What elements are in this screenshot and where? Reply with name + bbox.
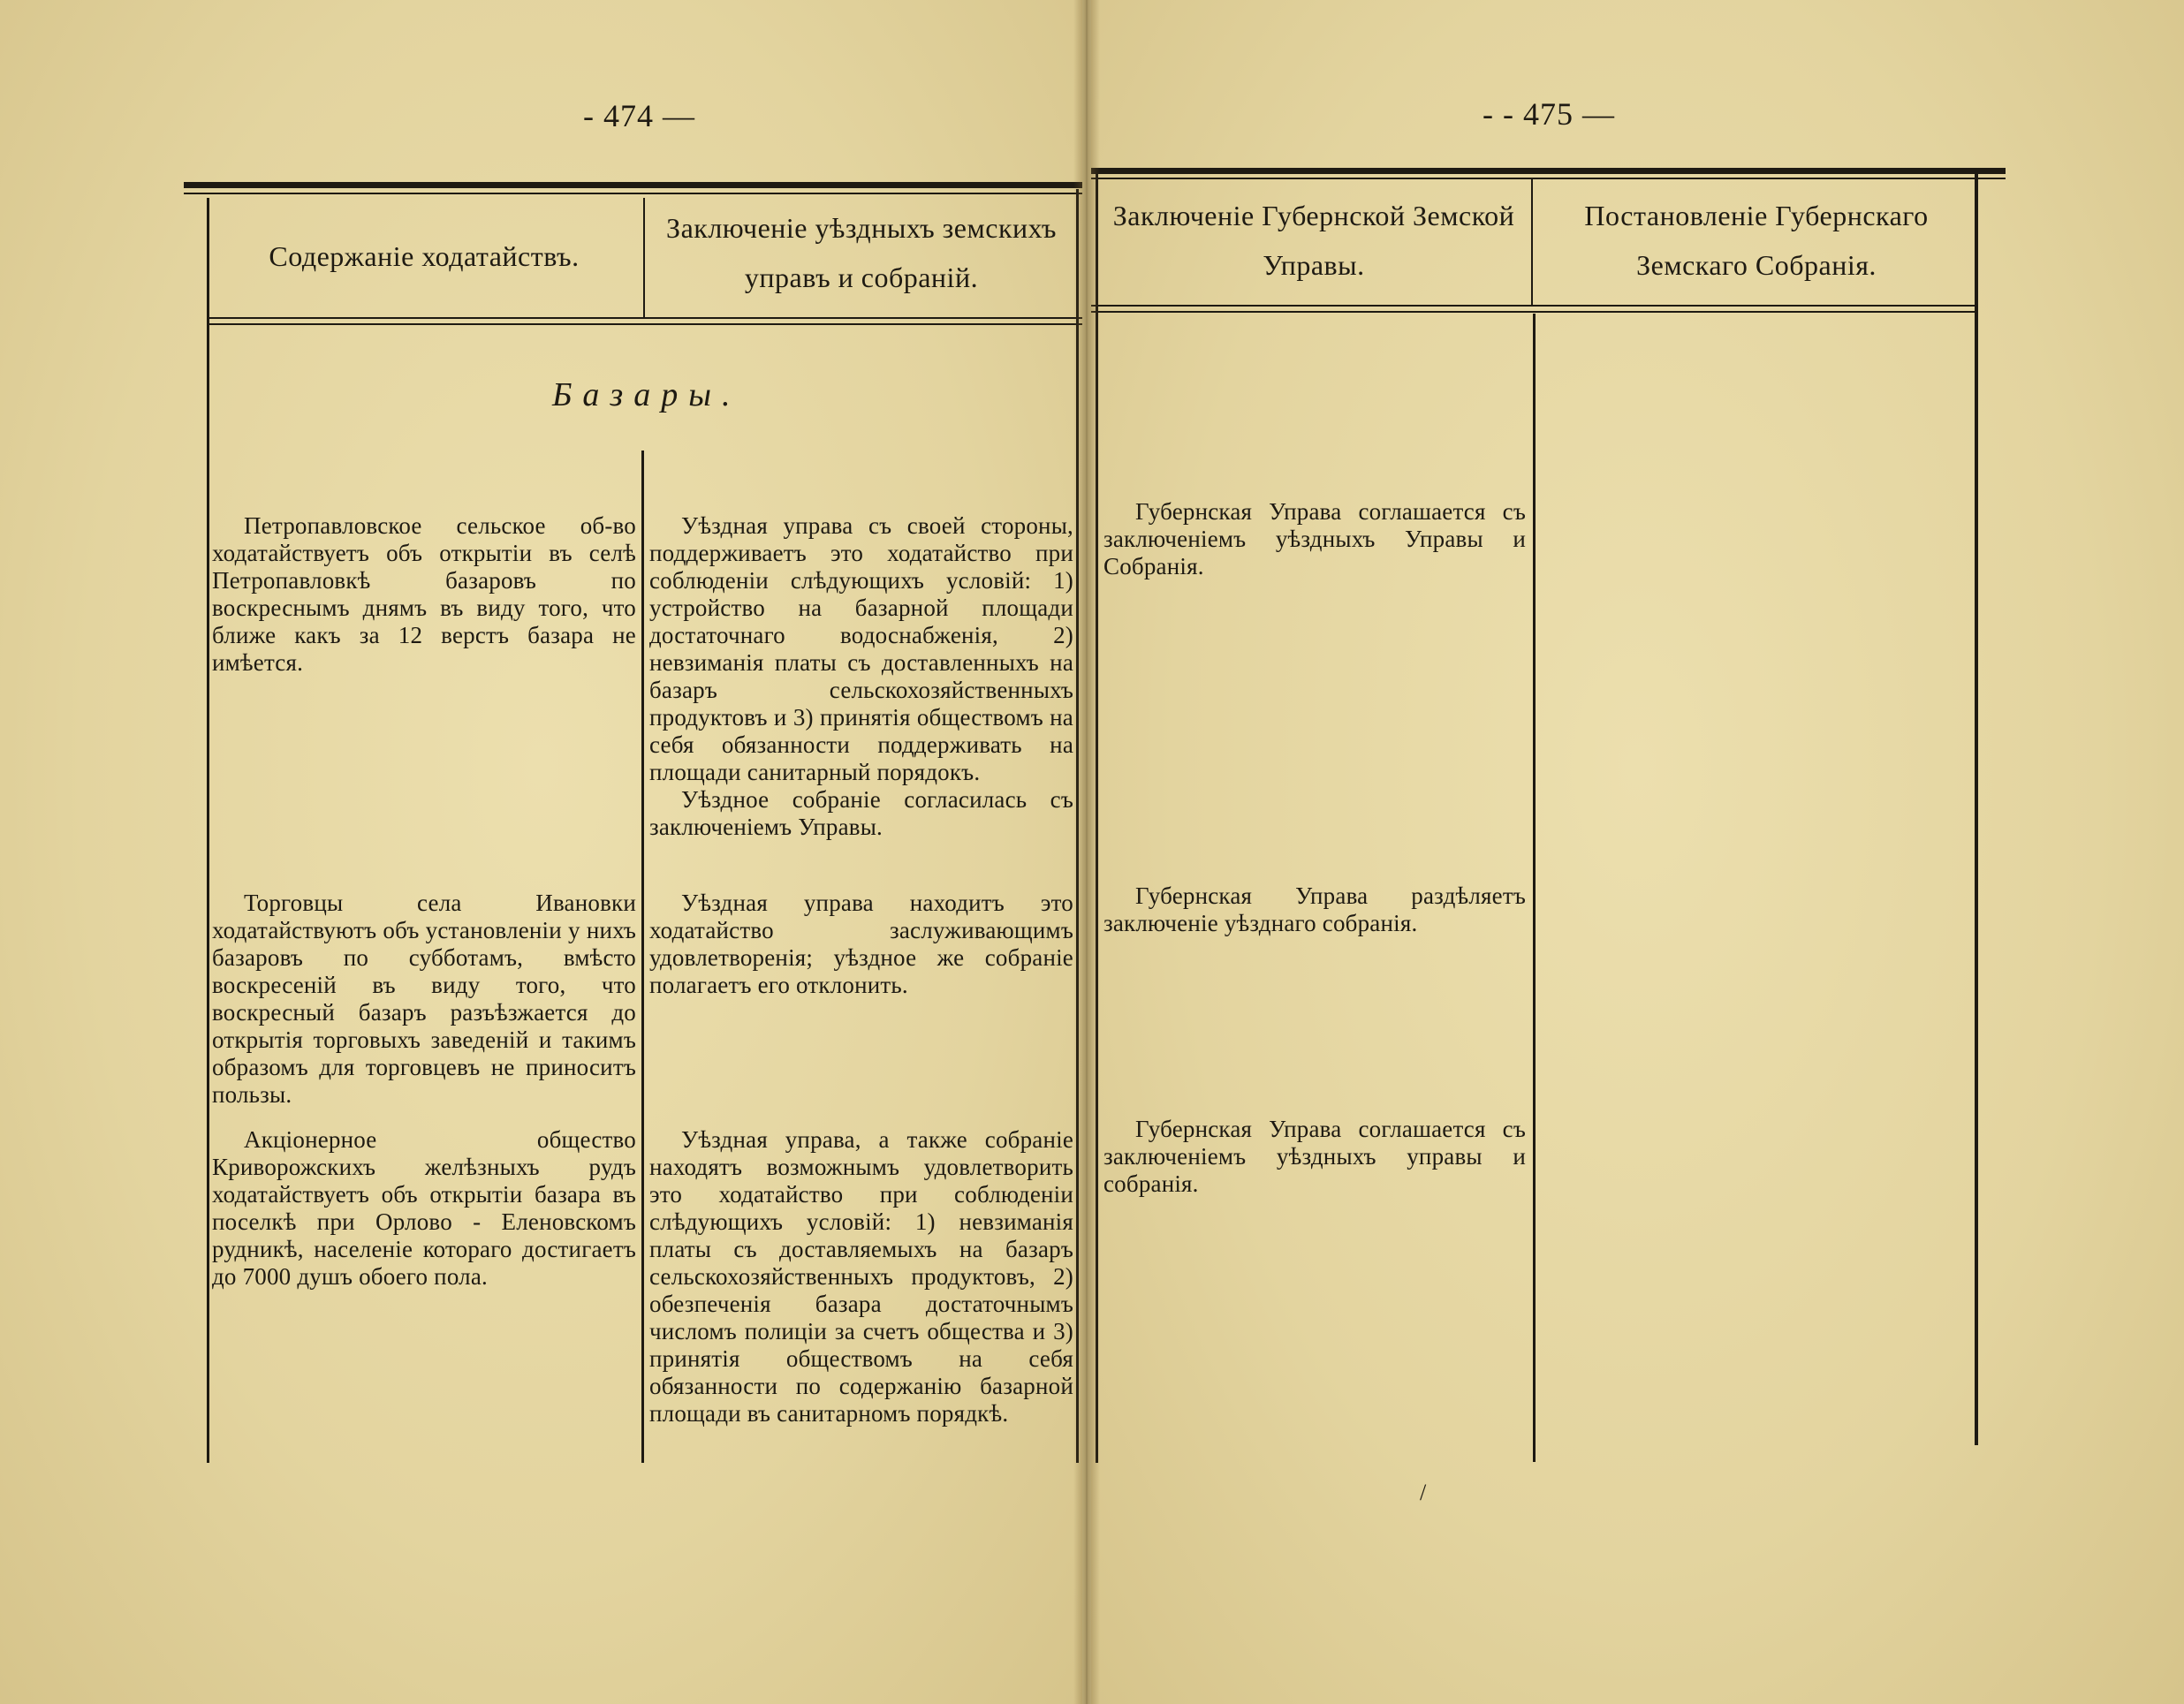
col-rule-mid: [1533, 314, 1536, 1462]
header-assembly-decision: Постановленіе Губернскаго Земскаго Собранія.: [1584, 200, 1929, 281]
top-rule-thick: [1091, 168, 2006, 174]
petition-row-2: [212, 890, 636, 1109]
provincial-conclusion-row-1: [1103, 498, 1526, 580]
district-text: Уѣздное собраніе согласилась съ заключеніемъ Управы.: [649, 786, 1073, 840]
section-title: Базары.: [552, 376, 741, 413]
district-conclusion-row-2: [649, 890, 1073, 999]
petition-text: Акціонерное общество Криворожскихъ желѣзныхъ рудъ ходатайствуетъ объ открытіи базара въ поселкѣ при Орлово - Еленовскомъ рудникѣ, населеніе котораго достигаетъ до 7000 душъ обоего пола.: [212, 1126, 636, 1290]
col-rule-mid-header: [1531, 179, 1533, 305]
col-rule-right: [1975, 173, 1978, 1445]
page-number-left: - 474 —: [583, 98, 695, 133]
petition-text: Петропавловское сельское об-во ходатайствуетъ объ открытіи въ селѣ Петропавловкѣ базаровъ по воскреснымъ днямъ въ виду того, что ближе какъ за 12 верстъ базара не имѣется.: [212, 512, 636, 676]
petition-row-1: [212, 512, 636, 677]
provincial-conclusion-row-3: [1103, 1116, 1526, 1198]
provincial-text: Губернская Управа соглашается съ заключеніемъ уѣздныхъ Управы и Собранія.: [1103, 498, 1526, 579]
provincial-text: Губернская Управа соглашается съ заключеніемъ уѣздныхъ управы и собранія.: [1103, 1116, 1526, 1197]
header-rule-2: [1091, 311, 1975, 313]
top-rule-thick: [184, 182, 1082, 188]
district-text: Уѣздная управа, а также собраніе находятъ возможнымъ удовлетворить это ходатайство при соблюденіи слѣдующихъ условій: 1) невзиманія платы съ доставляемыхъ на базаръ сельскохозяйственныхъ продуктовъ, 2) обезпеченія базара достаточнымъ числомъ полиціи за счетъ общества и 3) принятія обществомъ на себя обязанности по содержанію базарной площади въ санитарномъ порядкѣ.: [649, 1126, 1073, 1427]
provincial-text: Губернская Управа раздѣляетъ заключеніе уѣзднаго собранія.: [1103, 882, 1526, 936]
header-rule-2: [209, 323, 1082, 325]
left-page: [0, 0, 1082, 1704]
petition-row-3: [212, 1126, 636, 1291]
top-rule-thin: [184, 193, 1082, 194]
header-rule-1: [209, 317, 1082, 319]
book-spine: [1073, 0, 1100, 1704]
header-provincial-conclusion: Заключеніе Губернской Земской Управы.: [1112, 200, 1515, 281]
district-text: Уѣздная управа съ своей стороны, поддерживаетъ это ходатайство при соблюденіи слѣдующихъ условій: 1) устройство на базарной площади достаточнаго водоснабженія, 2) невзиманія платы съ доставленныхъ на базаръ сельскохозяйственныхъ продуктовъ и 3) принятія обществомъ на себя обязанности поддерживать на площади санитарный порядокъ.: [649, 512, 1073, 785]
col-rule-mid-header: [643, 198, 645, 318]
provincial-conclusion-row-2: [1103, 882, 1526, 937]
header-petitions: Содержаніе ходатайствъ.: [269, 240, 580, 272]
district-conclusion-row-3: [649, 1126, 1073, 1428]
page-number-right: - - 475 —: [1483, 96, 1615, 132]
district-text: Уѣздная управа находитъ это ходатайство заслуживающимъ удовлетворенія; уѣздное же собраніе полагаетъ его отклонить.: [649, 890, 1073, 998]
district-conclusion-row-1: [649, 512, 1073, 841]
top-rule-thin: [1091, 178, 2006, 179]
header-rule-1: [1091, 305, 1975, 307]
stray-mark: /: [1420, 1480, 1427, 1505]
header-district-conclusion: Заключеніе уѣздныхъ земскихъ управъ и собраній.: [666, 212, 1057, 293]
petition-text: Торговцы села Ивановки ходатайствуютъ объ установленіи у нихъ базаровъ по субботамъ, вмѣсто воскресеній въ виду того, что воскресный базаръ разъѣзжается до открытія торговыхъ заведеній и такимъ образомъ для торговцевъ не приноситъ пользы.: [212, 890, 636, 1108]
col-rule-mid: [641, 451, 644, 1463]
col-rule-left: [207, 198, 209, 1463]
right-page: [1091, 0, 2184, 1704]
